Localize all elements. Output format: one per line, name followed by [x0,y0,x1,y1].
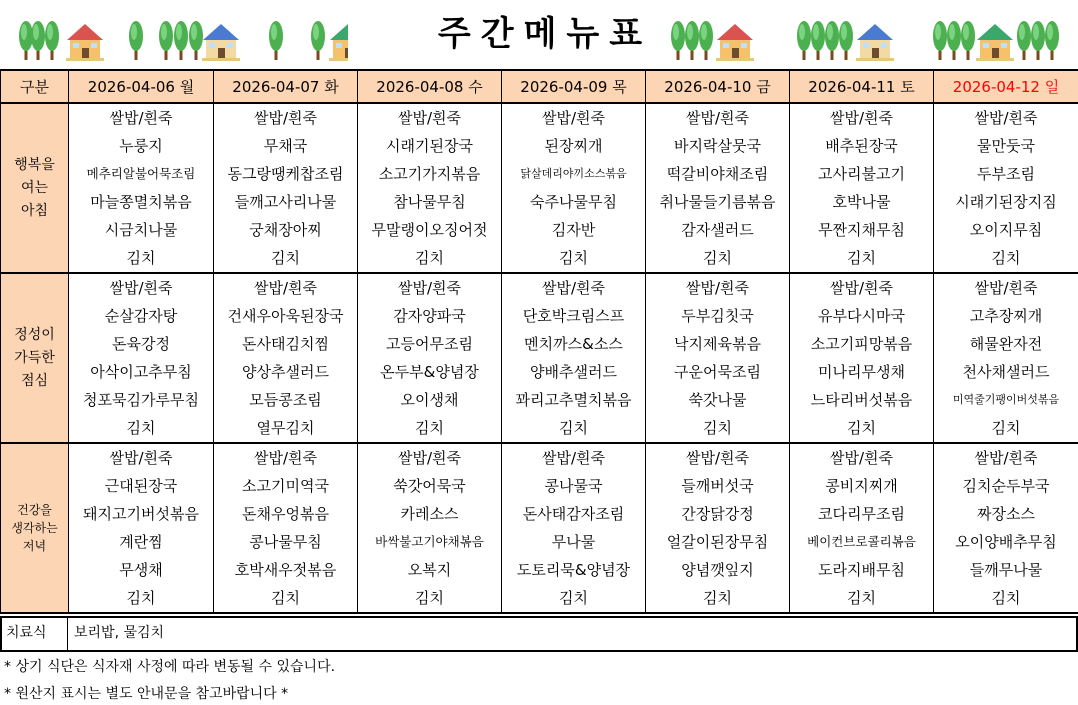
dish-item: 김치 [559,419,588,437]
menu-cell-dinner-tue [214,443,358,613]
dish-item: 들깨버섯국 [681,477,754,495]
dish-item: 계란찜 [119,533,163,551]
menu-cell-lunch-fri [646,273,790,443]
tree-icon [839,21,853,60]
menu-cell-dinner-sat [790,443,934,613]
dish-item: 김치 [271,589,300,607]
menu-cell-breakfast-sun [934,103,1078,273]
dish-item: 들깨고사리나물 [234,193,337,211]
dish-item: 소고기미역국 [242,477,329,495]
dish-item: 쌀밥/흰죽 [109,109,173,127]
tree-icon [699,21,713,60]
dish-item: 김치 [126,589,156,607]
dish-item: 온두부&양념장 [380,363,479,381]
dish-item: 된장찌개 [544,137,603,155]
house-icon [66,24,104,61]
house-icon [329,24,348,61]
therapeutic-diet-row [0,616,1078,652]
dish-item: 짜장소스 [977,505,1035,523]
dish-item: 소고기가지볶음 [378,165,481,183]
dish-item: 시래기된장지짐 [955,193,1057,211]
dish-item: 김치 [126,249,156,267]
tree-icon [797,21,811,60]
dish-item: 무짠지채무침 [818,221,905,239]
meal-row-dinner [1,443,1078,613]
dish-item: 마늘쫑멸치볶음 [90,193,192,211]
dish-item: 청포묵김가루무침 [83,391,199,409]
dish-item: 쌀밥/흰죽 [829,109,893,127]
dish-item: 코다리무조림 [818,505,905,523]
dish-item: 쌀밥/흰죽 [109,449,173,467]
house-icon [202,24,240,61]
dish-item: 천사채샐러드 [962,363,1050,381]
dish-item: 미나리무생채 [818,363,905,381]
menu-cell-lunch-wed [358,273,502,443]
meal-row-lunch [1,273,1078,443]
menu-cell-lunch-sat [790,273,934,443]
meal-row-breakfast [1,103,1078,273]
dish-item: 쑥갓나물 [688,391,747,409]
dish-item: 카레소스 [400,505,459,523]
menu-cell-dinner-wed [358,443,502,613]
dish-item: 김치 [415,249,444,267]
therapeutic-label: 치료식 [0,618,68,650]
dish-item: 베이컨브로콜리볶음 [807,534,916,549]
dish-item: 물만둣국 [977,137,1035,155]
dish-item: 김치 [991,419,1021,437]
dish-item: 콩나물국 [544,477,603,495]
dish-item: 소고기피망볶음 [810,335,913,353]
tree-icon [811,21,825,60]
note-origin-notice: * 원산지 표시는 별도 안내문을 참고바랍니다 * [4,686,289,702]
dish-item: 쌀밥/흰죽 [974,279,1038,297]
meal-label-line: 저녁 [22,539,47,553]
dish-item: 양상추샐러드 [242,363,329,381]
village-decoration-right [668,12,1078,62]
dish-item: 김치 [559,249,588,267]
dish-item: 돈채우엉볶음 [242,505,329,523]
dish-item: 동그랑땡케찹조림 [227,165,344,183]
dish-item: 순살감자탕 [104,307,178,325]
dish-item: 간장닭강정 [681,505,754,523]
meal-label-line: 건강을 [17,503,52,517]
dish-item: 메추리알불어묵조림 [86,166,196,181]
header-day-fri: 2026-04-10 금 [646,70,790,103]
header-day-mon: 2026-04-06 월 [69,70,214,103]
dish-item: 호박새우젓볶음 [234,561,337,579]
page-title: 주간메뉴표 [437,14,653,54]
dish-item: 쌀밥/흰죽 [397,109,461,127]
dish-item: 쌀밥/흰죽 [685,449,749,467]
tree-icon [269,21,283,60]
header-row [1,70,1078,103]
dish-item: 쌀밥/흰죽 [541,109,605,127]
dish-item: 콩나물무침 [249,533,322,551]
dish-item: 얼갈이된장무침 [666,533,769,551]
menu-cell-breakfast-fri [646,103,790,273]
dish-item: 돼지고기버섯볶음 [83,505,199,523]
menu-cell-dinner-thu [502,443,646,613]
dish-item: 오이생채 [400,391,459,409]
dish-item: 쌀밥/흰죽 [685,279,749,297]
dish-item: 김자반 [551,221,596,239]
dish-item: 도토리묵&양념장 [516,561,631,579]
dish-item: 김치 [559,589,588,607]
dish-item: 쌀밥/흰죽 [829,449,893,467]
tree-icon [31,21,45,60]
menu-cell-lunch-mon [69,273,214,443]
dish-item: 김치 [703,419,732,437]
dish-item: 쌀밥/흰죽 [109,279,173,297]
tree-icon [129,21,143,60]
dish-item: 돈사태김치찜 [242,335,329,353]
dish-item: 오이지무침 [969,221,1043,239]
dish-item: 쌀밥/흰죽 [974,109,1038,127]
menu-cell-dinner-fri [646,443,790,613]
house-icon [856,24,894,61]
dish-item: 낙지제육볶음 [674,335,761,353]
menu-cell-breakfast-tue [214,103,358,273]
dish-item: 쌀밥/흰죽 [253,109,317,127]
therapeutic-value: 보리밥, 물김치 [68,618,1078,650]
dish-item: 궁채장아찌 [249,221,322,239]
dish-item: 돈사태감자조림 [522,505,625,523]
dish-item: 해물완자전 [969,335,1043,353]
note-change-notice: * 상기 식단은 식자재 사정에 따라 변동될 수 있습니다. [4,659,336,675]
meal-label-breakfast [1,103,69,273]
dish-item: 김치 [126,419,156,437]
dish-item: 두부조림 [977,165,1035,183]
dish-item: 열무김치 [256,419,315,437]
dish-item: 닭살데리야끼소스볶음 [520,167,627,180]
title-banner [0,0,1078,68]
dish-item: 쌀밥/흰죽 [685,109,749,127]
dish-item: 오이양배추무침 [955,533,1057,551]
dish-item: 두부김칫국 [681,307,754,325]
dish-item: 떡갈비야채조림 [666,165,769,183]
dish-item: 시래기된장국 [386,137,473,155]
dish-item: 느타리버섯볶음 [810,391,913,409]
dish-item: 김치 [847,419,876,437]
weekly-menu-table [0,69,1078,614]
tree-icon [311,21,325,60]
dish-item: 쌀밥/흰죽 [974,449,1038,467]
dish-item: 도라지배무침 [818,561,905,579]
header-day-sun: 2026-04-12 일 [934,70,1078,103]
dish-item: 김치 [991,589,1021,607]
dish-item: 고추장찌개 [969,307,1043,325]
dish-item: 멘치까스&소스 [524,335,623,353]
dish-item: 유부다시마국 [818,307,905,325]
dish-item: 쌀밥/흰죽 [541,449,605,467]
header-day-tue: 2026-04-07 화 [214,70,358,103]
dish-item: 단호박크림스프 [522,307,625,325]
menu-cell-breakfast-mon [69,103,214,273]
dish-item: 배추된장국 [825,137,898,155]
house-icon [716,24,754,61]
meal-label-lunch [1,273,69,443]
dish-item: 감자샐러드 [681,221,754,239]
dish-item: 쌀밥/흰죽 [829,279,893,297]
dish-item: 구운어묵조림 [674,363,761,381]
dish-item: 김치 [703,589,732,607]
menu-cell-dinner-sun [934,443,1078,613]
dish-item: 바지락살뭇국 [674,137,761,155]
dish-item: 김치 [703,249,732,267]
dish-item: 고사리불고기 [818,165,905,183]
dish-item: 감자양파국 [393,307,466,325]
menu-cell-breakfast-wed [358,103,502,273]
dish-item: 바싹불고기야채볶음 [375,534,484,549]
dish-item: 호박나물 [832,193,891,211]
header-day-thu: 2026-04-09 목 [502,70,646,103]
tree-icon [1031,21,1045,60]
dish-item: 김치 [415,419,444,437]
dish-item: 아삭이고추무침 [90,363,192,381]
dish-item: 콩비지찌개 [825,477,898,495]
tree-icon [19,21,33,60]
meal-label-line: 행복을 [14,156,55,173]
header-day-sat: 2026-04-11 토 [790,70,934,103]
house-icon [976,24,1014,61]
meal-label-dinner [1,443,69,613]
header-day-wed: 2026-04-08 수 [358,70,502,103]
meal-label-line: 점심 [20,372,49,389]
dish-item: 무말랭이오징어젓 [371,221,488,239]
dish-item: 모듬콩조림 [249,391,322,409]
tree-icon [933,21,947,60]
tree-icon [189,21,203,60]
meal-label-line: 여는 [20,179,49,196]
dish-item: 오복지 [407,561,452,579]
tree-icon [685,21,699,60]
dish-item: 양배추샐러드 [530,363,617,381]
dish-item: 쌀밥/흰죽 [397,449,461,467]
dish-item: 김치 [991,249,1021,267]
dish-item: 김치순두부국 [962,477,1050,495]
dish-item: 취나물들기름볶음 [659,193,776,211]
tree-icon [159,21,173,60]
dish-item: 고등어무조림 [386,335,473,353]
dish-item: 무채국 [263,137,308,155]
tree-icon [45,21,59,60]
dish-item: 김치 [847,249,876,267]
dish-item: 쌀밥/흰죽 [253,279,317,297]
dish-item: 돈육강정 [112,335,170,353]
tree-icon [1045,21,1059,60]
meal-label-line: 가득한 [14,349,55,366]
dish-item: 누룽지 [119,137,163,155]
tree-icon [825,21,839,60]
tree-icon [947,21,961,60]
dish-item: 시금치나물 [104,221,178,239]
dish-item: 김치 [415,589,444,607]
tree-icon [174,21,188,60]
dish-item: 숙주나물무침 [530,193,617,211]
dish-item: 들깨무나물 [969,561,1043,579]
dish-item: 김치 [271,249,300,267]
tree-icon [1017,21,1031,60]
menu-cell-breakfast-sat [790,103,934,273]
dish-item: 쌀밥/흰죽 [253,449,317,467]
dish-item: 쌀밥/흰죽 [541,279,605,297]
menu-cell-dinner-mon [69,443,214,613]
menu-cell-lunch-thu [502,273,646,443]
village-decoration-left [18,12,348,62]
meal-label-line: 생각하는 [11,521,58,535]
meal-label-line: 정성이 [14,326,55,343]
dish-item: 쑥갓어묵국 [393,477,466,495]
menu-cell-lunch-tue [214,273,358,443]
tree-icon [671,21,685,60]
menu-cell-breakfast-thu [502,103,646,273]
dish-item: 미역줄기팽이버섯볶음 [952,393,1060,406]
dish-item: 근대된장국 [104,477,178,495]
dish-item: 무나물 [551,533,596,551]
dish-item: 김치 [847,589,876,607]
header-corner: 구분 [1,70,69,103]
tree-icon [961,21,975,60]
dish-item: 꽈리고추멸치볶음 [515,391,632,409]
menu-cell-lunch-sun [934,273,1078,443]
meal-label-line: 아침 [20,202,49,219]
dish-item: 양념깻잎지 [681,561,754,579]
dish-item: 참나물무침 [393,193,466,211]
dish-item: 건새우아욱된장국 [227,307,344,325]
dish-item: 쌀밥/흰죽 [397,279,461,297]
dish-item: 무생채 [119,561,163,579]
